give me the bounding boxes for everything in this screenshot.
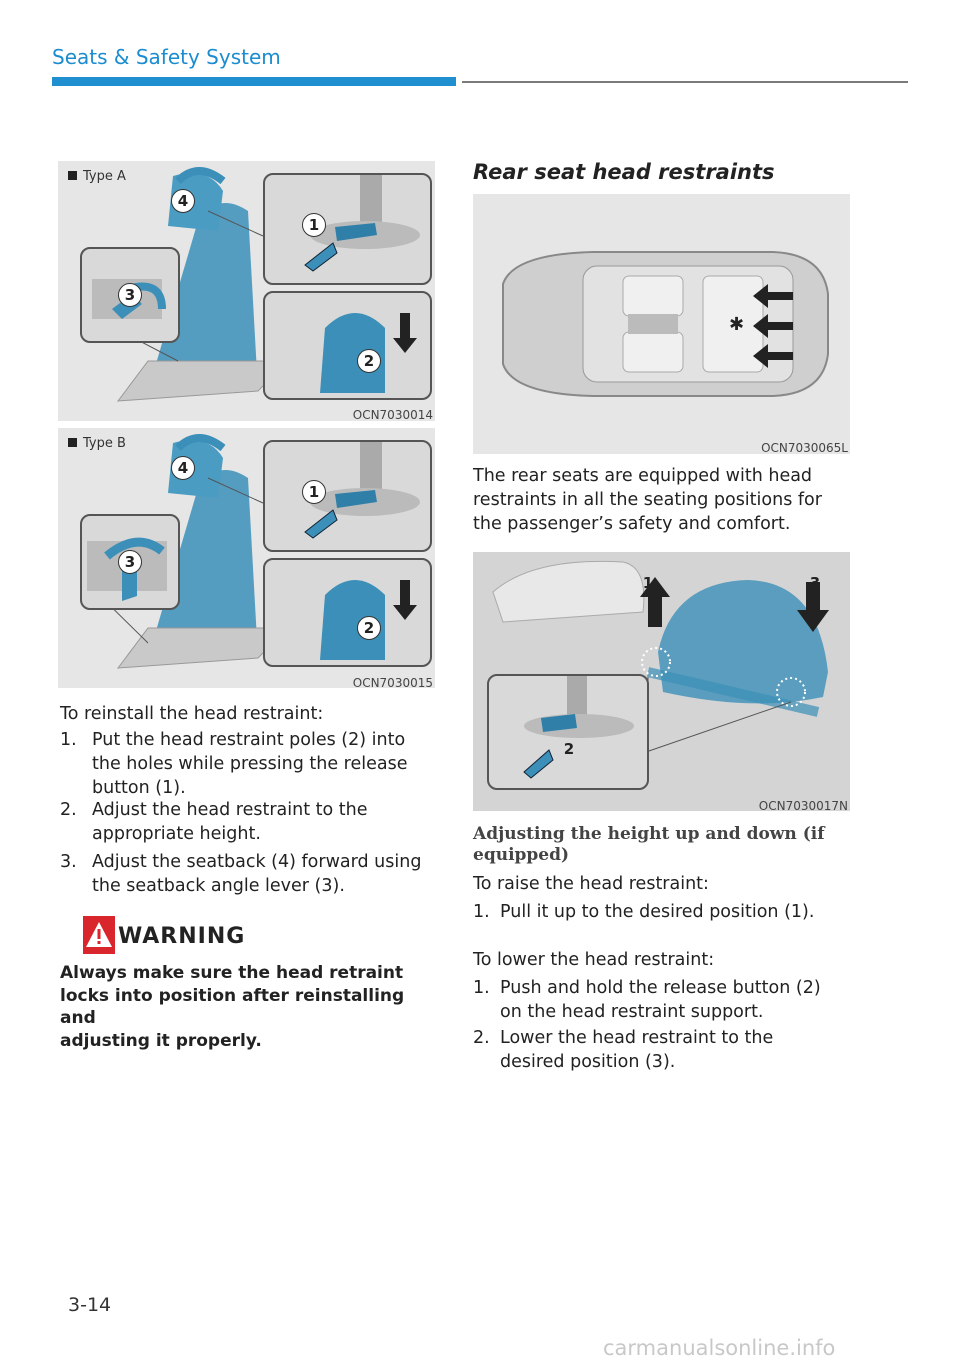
reinstall-intro: To reinstall the head restraint: (60, 704, 324, 724)
figure-code: OCN7030015 (352, 676, 433, 690)
figure-code: OCN7030014 (352, 408, 433, 422)
callout-2: 2 (357, 616, 381, 640)
figure-code: OCN7030017N (758, 799, 848, 813)
header-rule-accent (52, 77, 456, 86)
callout-3: 3 (809, 574, 821, 592)
inset-release-button (263, 440, 432, 552)
release-button-illustration (265, 442, 430, 550)
warning-title: WARNING (118, 924, 246, 949)
lower-intro: To lower the head restraint: (473, 950, 715, 970)
lower-step-2: 2. Lower the head restraint to the desired position (3). (473, 1028, 774, 1072)
figure-rear-top-view (473, 194, 850, 454)
figure-type-b (58, 428, 435, 688)
warning-icon (83, 916, 115, 954)
section-header: Seats & Safety System (52, 45, 281, 69)
header-rule (462, 81, 908, 83)
inset-restraint-poles (263, 291, 432, 400)
callout-4: 4 (171, 456, 195, 480)
reinstall-step-1: 1. Put the head restraint poles (2) into the holes while pressing the release button (1). (60, 730, 408, 798)
inset-release-button (263, 173, 432, 285)
callout-1: 1 (302, 480, 326, 504)
reinstall-step-3: 3. Adjust the seatback (4) forward using the seatback angle lever (3). (60, 852, 422, 896)
inset-restraint-poles (263, 558, 432, 667)
site-watermark: carmanualsonline.info (603, 1336, 836, 1360)
callout-3: 3 (118, 283, 142, 307)
release-button-illustration (265, 175, 430, 283)
restraint-poles-illustration (265, 560, 430, 665)
rear-release-button-illustration (489, 676, 647, 788)
inset-release-button (487, 674, 649, 790)
callout-3: 3 (118, 550, 142, 574)
lower-step-1: 1. Push and hold the release button (2) on the head restraint support. (473, 978, 821, 1022)
raise-step-1: 1. Pull it up to the desired position (1). (473, 902, 815, 922)
reinstall-step-2: 2. Adjust the head restraint to the appropriate height. (60, 800, 368, 844)
warning-text: Always make sure the head retraint locks into position after reinstalling and adjusting it properly. (60, 963, 405, 1051)
section-title: Rear seat head restraints (473, 160, 775, 184)
callout-2: 2 (563, 740, 575, 758)
figure-tag: Type B (68, 436, 126, 451)
figure-rear-adjust (473, 552, 850, 811)
figure-type-a (58, 161, 435, 421)
figure-code: OCN7030065L (761, 441, 848, 455)
car-top-view-illustration (473, 194, 850, 454)
raise-intro: To raise the head restraint: (473, 874, 709, 894)
callout-1: 1 (642, 574, 654, 592)
page-number: 3-14 (68, 1294, 112, 1316)
figure-tag: Type A (68, 169, 126, 184)
rear-seats-description: The rear seats are equipped with head restraints in all the seating positions for the passenger’s safety and comfort. (473, 466, 822, 534)
callout-2: 2 (357, 349, 381, 373)
callout-1: 1 (302, 213, 326, 237)
callout-4: 4 (171, 189, 195, 213)
adjust-height-heading: Adjusting the height up and down (if equipped) (473, 824, 825, 865)
restraint-poles-illustration (265, 293, 430, 398)
asterisk-symbol: ✱ (729, 314, 745, 335)
